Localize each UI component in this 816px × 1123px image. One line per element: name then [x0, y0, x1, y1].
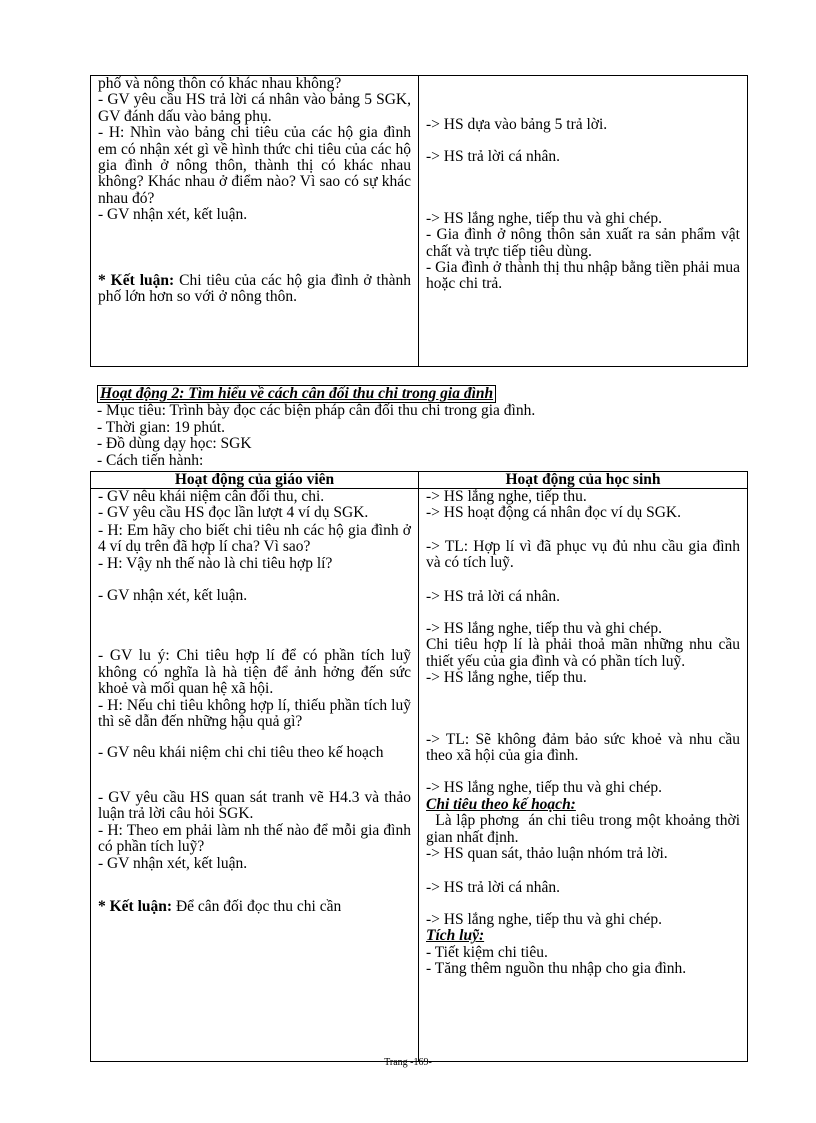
student-step: - Tăng thêm nguồn thu nhập cho gia đình. [426, 960, 687, 978]
teacher-step: phố và nông thôn có khác nhau không? [98, 75, 342, 92]
student-step: -> HS hoạt động cá nhân đọc ví dụ SGK. [426, 504, 681, 522]
student-step: -> HS lắng nghe, tiếp thu và ghi chép. [426, 620, 663, 638]
materials-line: - Đồ dùng dạy học: SGK [97, 435, 252, 453]
student-step: -> HS lắng nghe, tiếp thu. [426, 669, 587, 687]
conclusion [98, 273, 411, 306]
activity-table-1 [90, 75, 748, 367]
student-step: -> HS dựa vào bảng 5 trả lời. [426, 116, 608, 133]
procedure-line: - Cách tiến hành: [97, 451, 204, 469]
teacher-step: - GV nhận xét, kết luận. [98, 854, 248, 872]
teacher-step: - H: Nhìn vào bảng chi tiêu của các hộ gia đình em có nhận xét gì về hình thức chi tiêu của các hộ gia đình ở nông thôn, thành thị có khác nhau không? Khác nhau ở điểm nào? Vì sao có sự khác nhau đó? [98, 124, 411, 207]
table-header-row [91, 472, 748, 489]
student-step: -> HS trả lời cá nhân. [426, 878, 561, 896]
subheading: Tích luỹ: [426, 927, 485, 945]
student-step: -> HS lắng nghe, tiếp thu và ghi chép. [426, 910, 663, 928]
student-step: -> HS lắng nghe, tiếp thu và ghi chép. [426, 779, 663, 797]
student-step: - Gia đình ở thành thị thu nhập bằng tiền phải mua hoặc chi trả. [426, 259, 740, 293]
student-step: -> HS lắng nghe, tiếp thu và ghi chép. [426, 209, 663, 227]
student-step: -> HS lắng nghe, tiếp thu. [426, 488, 587, 505]
time-line: - Thời gian: 19 phút. [97, 418, 226, 436]
student-column-header: Hoạt động của học sinh [419, 472, 748, 489]
activity-table-2 [90, 471, 748, 1062]
teacher-step: - GV nhận xét, kết luận. [98, 587, 248, 605]
teacher-column-cell [91, 489, 419, 1062]
student-step: -> HS quan sát, thảo luận nhóm trả lời. [426, 845, 668, 863]
conclusion-text: Để cân đối đọc thu chi cần [172, 897, 342, 915]
teacher-step: - GV yêu cầu HS trả lời cá nhân vào bảng 5 SGK, GV đánh dấu vào bảng phụ. [98, 91, 411, 125]
conclusion-label: * Kết luận: [98, 271, 175, 289]
student-step: - Gia đình ở nông thôn sản xuất ra sản phẩm vật chất và trực tiếp tiêu dùng. [426, 226, 740, 260]
student-step: -> HS trả lời cá nhân. [426, 148, 561, 166]
teacher-step: - H: Em hãy cho biết chi tiêu nh các hộ gia đình ở 4 ví dụ trên đã hợp lí cha? Vì sao? [98, 521, 411, 556]
teacher-step: - GV nêu khái niệm chi chi tiêu theo kế hoạch [98, 744, 384, 762]
table-row [91, 489, 748, 1062]
conclusion-text: Chi tiêu của các hộ gia đình ở thành phố lớn hơn so với ở nông thôn. [98, 271, 411, 306]
objective-line: - Mục tiêu: Trình bày đọc các biện pháp cân đối thu chi trong gia đình. [97, 402, 536, 420]
conclusion-label: * Kết luận: [98, 897, 173, 915]
student-step: -> TL: Sẽ không đảm bảo sức khoẻ và nhu cầu theo xã hội của gia đình. [426, 730, 740, 765]
student-column-cell [419, 489, 748, 1062]
student-step: -> HS trả lời cá nhân. [426, 587, 561, 605]
student-column-cell [419, 76, 748, 367]
activity-2-title: Hoạt động 2: Tìm hiểu về cách cân đối thu chi trong gia đình [97, 385, 496, 403]
teacher-step: - GV nêu khái niệm cân đối thu, chi. [98, 488, 325, 505]
teacher-step: - H: Nếu chi tiêu không hợp lí, thiếu phần tích luỹ thì sẽ dẫn đến những hậu quả gì? [98, 696, 411, 731]
teacher-step: - GV nhận xét, kết luận. [98, 206, 248, 224]
conclusion [98, 899, 411, 915]
student-step: -> TL: Hợp lí vì đã phục vụ đủ nhu cầu gia đình và có tích luỹ. [426, 537, 740, 572]
teacher-step: - GV yêu cầu HS đọc lần lượt 4 ví dụ SGK. [98, 504, 369, 522]
student-step: Là lập phơng án chi tiêu trong một khoảng thời gian nhất định. [426, 812, 744, 846]
teacher-step: - GV yêu cầu HS quan sát tranh vẽ H4.3 và thảo luận trả lời câu hỏi SGK. [98, 788, 411, 823]
subheading: Chi tiêu theo kế hoạch: [426, 795, 576, 813]
teacher-column-cell [91, 76, 419, 367]
teacher-step: - H: Vậy nh thế nào là chi tiêu hợp lí? [98, 554, 333, 572]
student-step: - Tiết kiệm chi tiêu. [426, 943, 548, 961]
teacher-column-header: Hoạt động của giáo viên [91, 472, 419, 489]
page-number: Trang -169- [384, 1057, 432, 1068]
table-row [91, 76, 748, 367]
teacher-step: - GV lu ý: Chi tiêu hợp lí để có phần tích luỹ không có nghĩa là hà tiện để ảnh hởng đến sức khoẻ và mối quan hệ xã hội. [98, 647, 411, 698]
teacher-step: - H: Theo em phải làm nh thế nào để mỗi gia đình có phần tích luỹ? [98, 821, 411, 856]
student-step: Chi tiêu hợp lí là phải thoả mãn những nhu cầu thiết yếu của gia đình và có phần tích luỹ. [426, 636, 740, 670]
activity-2-intro [97, 385, 747, 469]
